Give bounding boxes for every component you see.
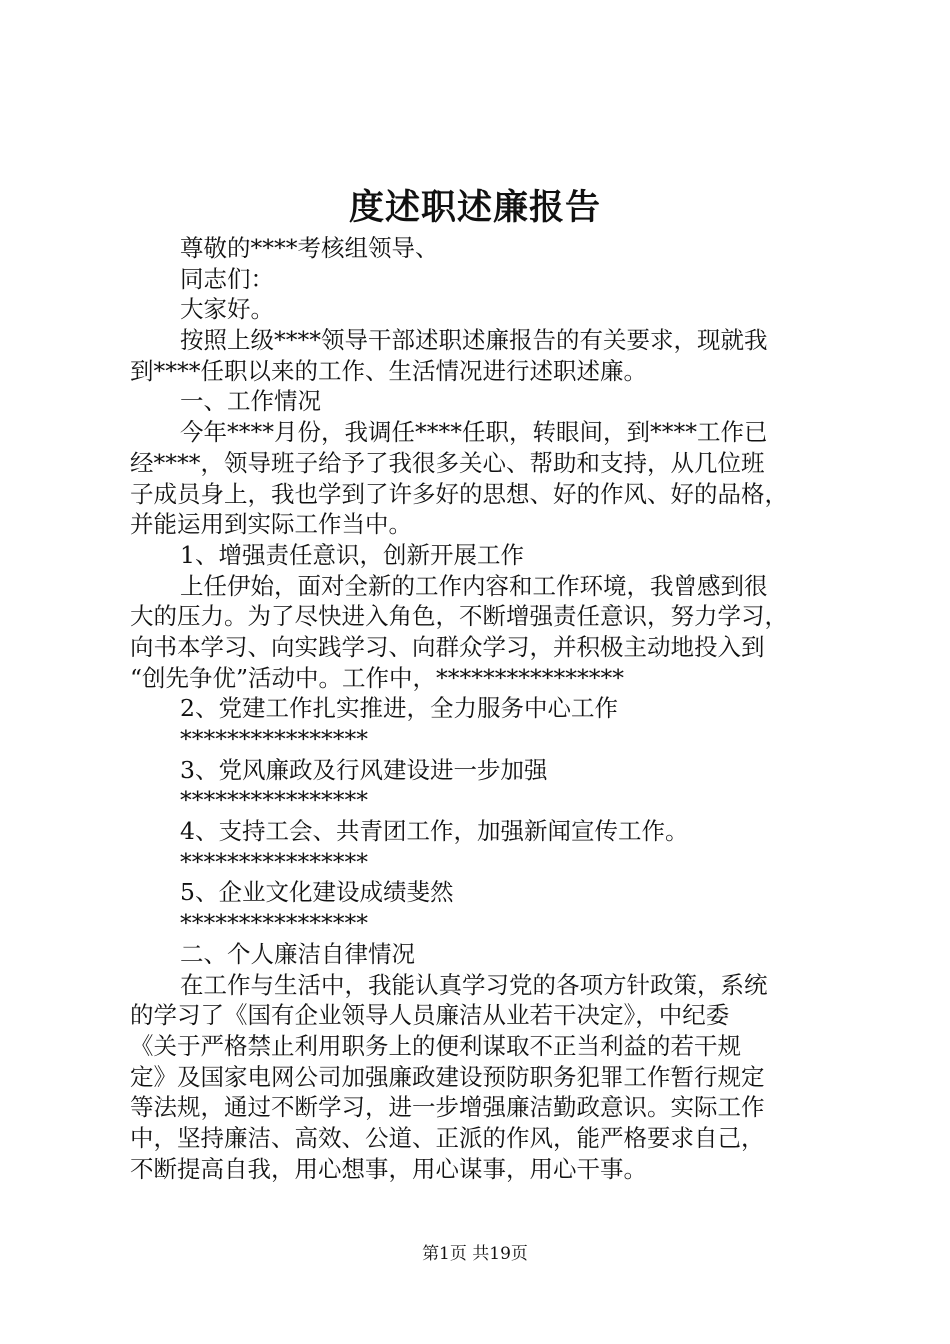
body-line: 大家好。 [180,295,274,324]
body-line: **************** [180,847,368,876]
body-line: 不断提高自我，用心想事，用心谋事，用心干事。 [130,1154,647,1183]
document-title: 度述职述廉报告 [348,187,601,228]
body-line: “创先争优”活动中。工作中，**************** [130,663,625,692]
body-line: 定》及国家电网公司加强廉政建设预防职务犯罪工作暂行规定 [130,1062,765,1091]
page-footer: 第1页 共19页 [422,1244,528,1264]
body-line: 上任伊始，面对全新的工作内容和工作环境，我曾感到很 [180,571,768,600]
body-line: 的学习了《国有企业领导人员廉洁从业若干决定》，中纪委 [130,1001,730,1030]
document-body [130,233,835,1184]
body-line: 子成员身上，我也学到了许多好的思想、好的作风、好的品格， [130,479,788,508]
body-line: 大的压力。为了尽快进入角色，不断增强责任意识，努力学习， [130,602,788,631]
body-line: 在工作与生活中，我能认真学习党的各项方针政策，系统 [180,970,768,999]
body-line: 二、个人廉洁自律情况 [180,939,415,968]
body-line: 并能运用到实际工作当中。 [130,510,412,539]
body-line: 3、党风廉政及行风建设进一步加强 [180,755,548,784]
body-line: 今年****月份，我调任****任职，转眼间，到****工作已 [180,418,768,447]
body-line: 中，坚持廉洁、高效、公道、正派的作风，能严格要求自己， [130,1123,765,1152]
body-line: **************** [180,725,368,753]
body-line: 一、工作情况 [180,387,321,416]
body-line: 1、增强责任意识，创新开展工作 [180,540,524,569]
body-line: 5、企业文化建设成绩斐然 [180,878,454,907]
body-line: 《关于严格禁止利用职务上的便利谋取不正当利益的若干规 [130,1031,741,1060]
body-line: **************** [180,786,368,815]
body-line: 等法规，通过不断学习，进一步增强廉洁勤政意识。实际工作 [130,1093,765,1122]
body-line: 按照上级****领导干部述职述廉报告的有关要求，现就我 [180,326,768,355]
body-line: **************** [180,909,368,938]
body-line: 尊敬的****考核组领导、 [180,234,439,262]
body-line: 2、党建工作扎实推进，全力服务中心工作 [180,694,618,723]
body-line: 经****，领导班子给予了我很多关心、帮助和支持，从几位班 [130,448,765,477]
body-line: 向书本学习、向实践学习、向群众学习，并积极主动地投入到 [130,632,765,661]
body-line: 4、支持工会、共青团工作，加强新闻宣传工作。 [180,817,689,846]
body-line: 同志们： [180,264,274,293]
body-line: 到****任职以来的工作、生活情况进行述职述廉。 [130,356,647,385]
